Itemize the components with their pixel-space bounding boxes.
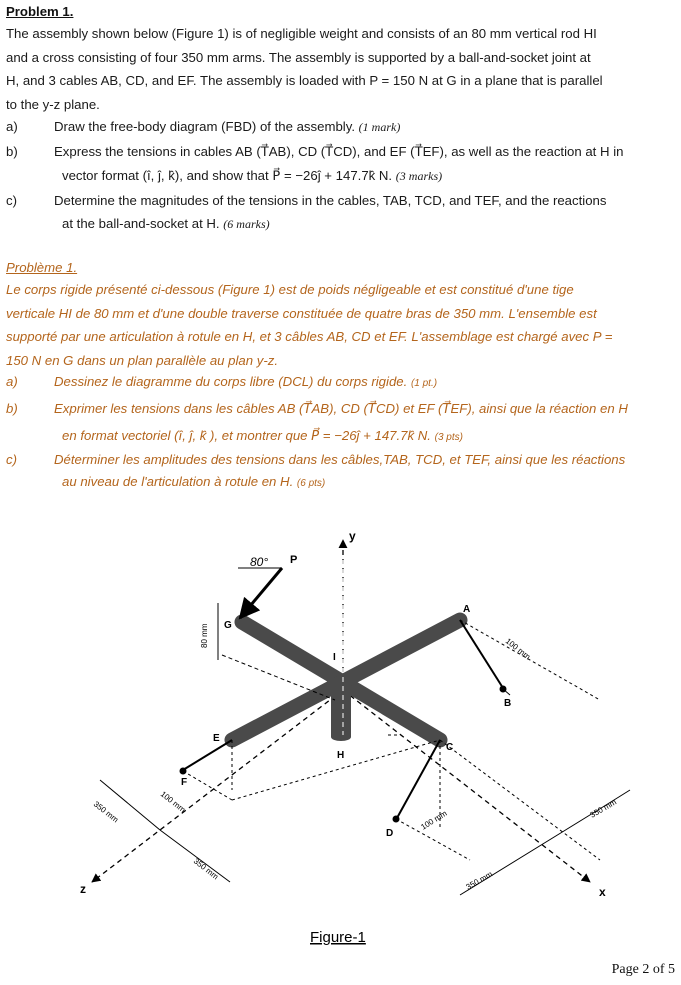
figure-1-diagram <box>0 520 681 960</box>
item-mark: (1 pt.) <box>410 378 438 389</box>
item-c-line1-fr: Déterminer les amplitudes des tensions dans les câbles,TAB, TCD, et TEF, ainsi que les réactions <box>54 452 626 467</box>
cable-cd <box>397 740 440 818</box>
item-c-line2 <box>62 212 270 237</box>
item-line: Dessinez le diagramme du corps libre (DCL) du corps rigide. <box>54 374 408 389</box>
label-f: F <box>181 777 188 788</box>
guide-line <box>232 740 440 800</box>
label-z: z <box>80 882 86 896</box>
guide-line <box>460 620 600 700</box>
item-a-text <box>54 115 400 140</box>
rod-hi-end <box>331 733 351 741</box>
label-x: x <box>599 885 606 899</box>
item-line: Draw the free-body diagram (FBD) of the assembly. <box>54 119 355 134</box>
para-line: H, and 3 cables AB, CD, and EF. The assembly is loaded with P = 150 N at G in a plane that is parallel <box>6 73 603 88</box>
item-b-label-fr: b) <box>6 401 18 416</box>
guide-line <box>183 771 232 800</box>
para-line: supporté par une articulation à rotule en H, et 3 câbles AB, CD et EF. L'assemblage est chargé avec P = <box>6 329 613 344</box>
label-g: G <box>224 620 232 631</box>
figure-caption: Figure-1 <box>310 929 366 946</box>
force-p-arrow <box>240 568 282 618</box>
label-c: C <box>446 742 454 753</box>
label-b: B <box>504 698 512 709</box>
label-p: P <box>290 554 298 566</box>
label-h: H <box>337 750 345 761</box>
rod-hi <box>331 685 351 737</box>
item-mark: (6 pts) <box>296 478 326 489</box>
item-c-line1: Determine the magnitudes of the tensions in the cables, TAB, TCD, and TEF, and the reactions <box>54 193 607 208</box>
para-line: 150 N en G dans un plan parallèle au plan y-z. <box>6 352 278 368</box>
label-d: D <box>386 828 394 839</box>
z-axis <box>92 690 343 882</box>
dim-cd-label: 100 mm <box>419 808 449 832</box>
page-number: Page 2 of 5 <box>611 962 675 977</box>
dim-z1-label: 350 mm <box>91 799 121 825</box>
item-b-line2 <box>62 164 442 189</box>
item-mark: (1 mark) <box>358 120 401 134</box>
cable-ef <box>183 740 232 770</box>
problem-title-en: Problem 1. <box>6 4 74 19</box>
label-a: A <box>463 604 471 615</box>
label-i: I <box>333 652 336 663</box>
item-b-line1: Express the tensions in cables AB (T⃗AB), CD (T⃗CD), and EF (T⃗EF), as well as the reaction at H in <box>54 144 624 159</box>
item-a-text-fr <box>54 370 437 396</box>
dim-ef-label: 100 mm <box>158 789 188 815</box>
item-line: au niveau de l'articulation à rotule en H. <box>62 474 294 489</box>
problem-paragraph-en <box>6 22 603 116</box>
item-line: vector format (î, ĵ, k̂), and show that P⃗ = −26ĵ + 147.7k̂ N. <box>62 168 393 183</box>
item-b-line2-fr <box>62 424 463 450</box>
angle-label: 80° <box>250 555 269 569</box>
label-e: E <box>213 733 220 744</box>
label-y: y <box>349 529 356 543</box>
dim-x2-label: 350 mm <box>588 797 619 820</box>
problem-title-fr: Problème 1. <box>6 260 78 275</box>
para-line: verticale HI de 80 mm et d'une double traverse constituée de quatre bras de 350 mm. L'ensemble est <box>6 305 597 321</box>
dim-ab-label: 100 mm <box>503 636 533 662</box>
item-line: en format vectoriel (î, ĵ, k̂ ), et montrer que P⃗ = −26ĵ + 147.7k̂ N. <box>62 428 431 443</box>
guide-line <box>440 740 600 860</box>
cable-ab <box>460 620 503 688</box>
item-a-label: a) <box>6 119 18 134</box>
item-mark: (3 marks) <box>395 169 443 183</box>
para-line: and a cross consisting of four 350 mm arms. The assembly is supported by a ball-and-socket joint at <box>6 49 591 65</box>
dim-x1-label: 350 mm <box>464 869 495 892</box>
dim-z1 <box>100 780 160 830</box>
item-c-label-fr: c) <box>6 452 17 467</box>
dim-rod-label: 80 mm <box>200 623 209 648</box>
item-c-label: c) <box>6 193 17 208</box>
dim-z2-label: 350 mm <box>191 856 221 882</box>
para-line: Le corps rigide présenté ci-dessous (Figure 1) est de poids négligeable et est constitué d'une tige <box>6 282 574 297</box>
item-line: at the ball-and-socket at H. <box>62 216 220 231</box>
para-line: to the y-z plane. <box>6 96 100 112</box>
x-axis <box>343 690 590 882</box>
item-b-label: b) <box>6 144 18 159</box>
para-line: The assembly shown below (Figure 1) is of negligible weight and consists of an 80 mm vertical rod HI <box>6 26 597 41</box>
item-b-line1-fr: Exprimer les tensions dans les câbles AB (T⃗AB), CD (T⃗CD) et EF (T⃗EF), ainsi que la réaction en H <box>54 401 628 416</box>
item-c-line2-fr <box>62 470 325 496</box>
problem-paragraph-fr <box>6 278 612 372</box>
item-mark: (6 marks) <box>223 217 270 231</box>
item-a-label-fr: a) <box>6 374 18 389</box>
item-mark: (3 pts) <box>434 432 463 443</box>
